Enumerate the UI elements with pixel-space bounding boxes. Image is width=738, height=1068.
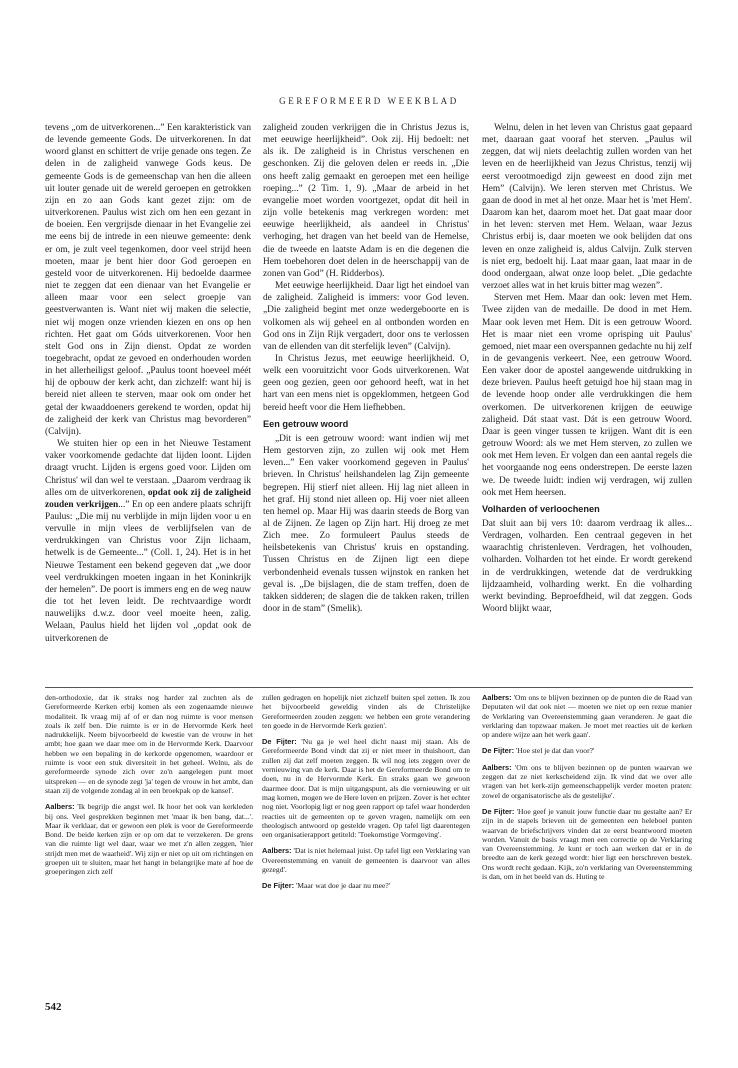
paragraph-text: We stuiten hier op een in het Nieuwe Testament vaker voorkomende gedachte dat lijden loont. Lijden draagt vrucht. Lijden is ergens goed voor. Lijden om Christus' wil dan wel te verstaan. „Daarom verdraag ik alles om de uitverkorenen, bbox=[45, 439, 251, 498]
interview-paragraph bbox=[262, 846, 470, 874]
interview-text: 'Ik begrijp die angst wel. Ik hoor het ook van kerkleden bij ons. Veel gesprekken beginnen met 'maar ik ben bang, dat...'. Maar ik verklaar, dat er gewoon een plek is voor de Gereformeerde Bond. De beide kerken zijn er op om dat te verzekeren. De grens van die ruimte ligt wel daar, waar we met z'n allen zeggen, 'hier strijdt men met de waarheid'. Wij zijn er niet op uit om richtingen en groepen uit te sluiten, maar het hangt in belangrijke mate af hoe de groeperingen zich zelf bbox=[45, 802, 253, 877]
interview-text: 'Maar wat doe je daar nu mee?' bbox=[294, 881, 391, 891]
interview-paragraph bbox=[45, 802, 253, 876]
paragraph: In Christus Jezus, met eeuwige heerlijkheid. O, welk een vooruitzicht voor Gods uitverkorenen. Wat geen oog gezien, geen oor gehoord heeft, wat in het hart van een mens niet is opgeklommen, hetgeen God bereid heeft voor die Hem liefhebben. bbox=[263, 353, 469, 413]
interview-paragraph bbox=[262, 881, 470, 890]
interview-paragraph: den-orthodoxie, dat ik straks nog harder zal zuchten als de Gereformeerde Kerken erbij komen als een zogenaamde nieuwe modaliteit. Ik vraag mij af of er dan nog ruimte is voor mensen zoals ik zelf ben. Die ruimte is er in de Hervormde Kerk heel nadrukkelijk. Neem bijvoorbeeld de kwestie van de vrouw in het ambt; hoe gaan we daar mee om in de Hervormde Kerk. Daarvoor hebben we een bepaling in de kerkorde opgenomen, waardoor er ruimte is voor een stuk diversiteit in het geheel. Welnu, als de gereformeerde synode zich over zo'n aangelegen punt moet uitspreken — en de synode zegt 'ja' tegen de vrouw in het ambt, dan staan zij de volgende zondag al in een broekpak op de kansel'. bbox=[45, 693, 253, 795]
speaker-name: Aalbers: bbox=[482, 762, 512, 772]
interview-text: 'Hoe stel je dat dan voor?' bbox=[514, 746, 595, 756]
interview-paragraph bbox=[482, 693, 692, 739]
interview-text: 'Om ons te blijven bezinnen op de punten waarvan we zeggen dat ze niet kerkscheidend zijn. Ik vind dat we over alle vragen van het kerk-zijn gemeenschappelijk verder moeten praten: zowel de organisatorische als de gestelijke'. bbox=[482, 762, 692, 800]
section-divider bbox=[45, 687, 693, 688]
interview-text: 'Hoe geef je vanuit jouw functie daar nu gestalte aan? Er zijn in de stapels brieven uit de gemeenten een heleboel punten waarvan de briefschrijvers vinden dat ze eerst beantwoord moeten worden. Vanuit de basis vraagt men een correctie op de Verklaring van Overeenstemming. Je kunt er toch aan werken dat er in de breedte aan de kerk gezegd wordt: hier ligt een herschreven bestek. Ons wordt recht gedaan. Kijk, zo'n verklaring van Overeenstemming is dan, om in het beeld van ds. Huting te bbox=[482, 806, 692, 882]
interview-text: 'Dat is niet helemaal juist. Op tafel ligt een Verklaring van Overeenstemming en vanuit de gemeenten is daarvoor van alles gezegd'. bbox=[262, 846, 470, 875]
paragraph: Welnu, delen in het leven van Christus gaat gepaard met, daaraan gaat vooraf het sterven. „Paulus wil zeggen, dat wij niets deelachtig zullen worden van het leven en de heerlijkheid van Jezus Christus, tenzij wij eerst verootmoedigd zijn geweest en dood zijn met Hem” (Calvijn). We leren sterven met Christus. We gaan de dood in met al het onze. Maar het is 'met Hem'. Daarom kan het, daarom moet het. Dat gaat maar door in het leven: sterven met Hem. Welaan, waar Jezus Christus erbij is, daar moeten we ook belijden dat ons leven en onze zaligheid is, aldus Calvijn. Zulk sterven is niet erg, bedoelt hij. Laat maar gaan, laat maar in de dood ondergaan, alwat onze loop belet. „Die gedachte verzoet alles wat in het kruis bitter mag wezen”. bbox=[482, 123, 692, 292]
section-heading: Volharden of verloochenen bbox=[482, 503, 600, 514]
interview-column-3 bbox=[482, 693, 692, 993]
paragraph-text: ...” En op een andere plaats schrijft Paulus: „Die mij nu verblijde in mijn lijden voor u en vervulle in mijn vlees de verblijfselen van de verdrukkingen van Christus voor Zijn lichaam, hetwelk is de Gemeente...” (Coll. 1, 24). Het is in het Nieuwe Testament een bekend gegeven dat „we door veel verdrukkingen moeten ingaan in het Koninkrijk der hemelen”. De poort is immers eng en de weg nauw die tot het leven leidt. De rechtvaardige wordt nauwelijks d.w.z. door veel moeite heen, zalig. Welaan, Paulus hield het lijden vol „opdat ook de uitverkorenen de bbox=[45, 499, 251, 644]
interview-column-1 bbox=[45, 693, 253, 993]
column-1 bbox=[45, 122, 251, 682]
interview-paragraph: zullen gedragen en hopelijk niet zichzelf buiten spel zetten. Ik zou het bijvoorbeeld geweldig vinden als de Christelijke Gereformeerden zouden zeggen: we hebben een grote verandering ten goede in de Hervormde Kerk gezien'. bbox=[262, 693, 470, 730]
interview-column-2 bbox=[262, 693, 470, 993]
paragraph: „Dit is een getrouw woord: want indien wij met Hem gestorven zijn, zo zullen wij ook met Hem leven...” Een vaker voorkomend gegeven in Paulus' brieven. In Christus' heilshandelen lag Zijn gemeente begrepen. Hij stierf niet alleen. Hij lag niet alleen in het graf. Hij stond niet alleen op. Hij voer niet alleen ten hemel op. Maar Hij was daarin steeds de Borg van al de Zijnen. Ze lagen op Zijn hart. Hij droeg ze met Zich mee. Zo formuleert Paulus steeds de heilsbetekenis van Christus' kruis en opstanding. Tussen Christus en de Zijnen ligt een diepe verbondenheid evenals tussen wijnstok en ranken het geval is. „De bijslagen, die de stam treffen, doen de takken sidderen; de slagen die de takken raken, trillen door in de stam” (Smelik). bbox=[263, 433, 469, 615]
speaker-name: Aalbers: bbox=[45, 802, 75, 812]
interview-paragraph bbox=[482, 746, 692, 755]
emphasis: opdat ook zij de zaligheid zouden verkrijgen bbox=[45, 487, 251, 510]
page-number: 542 bbox=[45, 1001, 62, 1013]
speaker-name: De Fijter: bbox=[262, 737, 297, 747]
interview-paragraph bbox=[482, 763, 692, 800]
paragraph: Sterven met Hem. Maar dan ook: leven met Hem. Twee zijden van de medaille. De dood in met Hem. Maar ook leven met Hem. Dit is een getrouw Woord. Het is maar niet een vrome oprisping uit Paulus' gemoed, niet maar een overspannen gedachte nu hij zelf in de gevangenis verkeert. Nee, een getrouw Woord. Een vaker door de apostel aangewende uitdrukking in deze brieven. Paulus heeft getuigd hoe hij staan mag in de levende hoop onder alle verdrukkingen die hem overkomen. De uitverkorenen krijgen de eeuwige zaligheid. Dát staat vast. Dát is een getrouw Woord. Daar is geen vinger tussen te krijgen. Want dit is een getrouw Woord: als we met Hem sterven, zo zullen we ook met Hem leven. Er volgen dan een aantal regels die het voorgaande nog eens onderstrepen. De eerste lazen we. De tweede luidt: indien wij verdragen, wij zullen ook met Hem heersen. bbox=[482, 293, 692, 498]
speaker-name: De Fijter: bbox=[482, 746, 515, 756]
speaker-name: De Fijter: bbox=[262, 881, 295, 891]
interview-text: 'Nu ga je wel heel dicht naast mij staan. Als de Gereformeerde Bond vindt dat zij er niet meer in thuishoort, dan zullen zij dat zelf moeten zeggen. Ik wil nog iets zeggen over de vernieuwing van de kerk. Daar is het de Gereformeerde Bond om te doen, nu in de Hervormde Kerk. En straks gaan we gewoon daarmee door. Dat is mijn uitgangspunt, als die vernieuwing er uit mag komen, mogen we de Here loven en prijzen. Zover is het echter nog niet. Voorlopig ligt er nog geen rapport op tafel waar honderden reacties uit de gemeenten op te geven vragen, namelijk om een theologisch antwoord op gestelde vragen. Op tafel ligt daarentegen een organisatierapport getiteld: 'Toekomstige Vormgeving'. bbox=[262, 737, 470, 840]
paragraph: Met eeuwige heerlijkheid. Daar ligt het eindoel van de zaligheid. Zaligheid is immers: voor God leven. „Die zaligheid begint met onze wedergeboorte en is volkomen als wij geheel en al ontbonden worden en God ons in Zijn Rijk vergadert, door ons te verlossen van de ellenden van dit sterfelijk leven” (Calvijn). bbox=[263, 281, 469, 352]
interview-text: 'Om ons te blijven bezinnen op de punten die de Raad van Deputaten wil dat ook niet — moeten we niet op een rezue manier de Verklaring van Overeenstemming gaan veranderen. Je gaat die verklaring dan topzwaar maken. Je moet met reacties uit de kerken op andere wijze aan het werk gaan'. bbox=[482, 693, 692, 740]
paragraph bbox=[45, 438, 251, 645]
paragraph: zaligheid zouden verkrijgen die in Christus Jezus is, met eeuwige heerlijkheid”. Ook zij. Hij bedoelt: net als ik. De zaligheid is in Christus verschenen en geschonken. Zij die geloven delen er reeds in. „Die ons heeft zalig gemaakt en geroepen met een heilige roeping...” (2 Tim. 1, 9). „Maar de arbeid in het evangelie moet worden voortgezet, opdat dit heil in zijn volle betekenis mag verkregen worden: met eeuwige heerlijkheid, als aandeel in Christus' verhoging, het dragen van het beeld van de Hemelse, die de tweede en laatste Adam is en die degenen die Hem toebehoren doet delen in de heerschappij van de zonen van God” (H. Ridderbos). bbox=[263, 123, 469, 279]
paragraph: Dat sluit aan bij vers 10: daarom verdraag ik alles... Verdragen, volharden. Een centraal gegeven in het waarachtig christenleven. Verdragen, het volhouden, volharden. Volharden tot het einde. Er wordt gerekend in de verdrukkingen, wetende dat de verdrukking lijdzaamheid, volharding werkt. En die volharding werkt bevinding. Beproefdheid, wil dat zeggen. Gods Woord blijkt waar, bbox=[482, 519, 692, 615]
speaker-name: Aalbers: bbox=[482, 693, 512, 702]
speaker-name: De Fijter: bbox=[482, 806, 515, 816]
section-heading: Een getrouw woord bbox=[263, 418, 349, 429]
interview-paragraph bbox=[482, 807, 692, 881]
column-3 bbox=[482, 122, 692, 682]
speaker-name: Aalbers: bbox=[262, 846, 292, 856]
running-header: GEREFORMEERD WEEKBLAD bbox=[279, 96, 459, 106]
paragraph: tevens „om de uitverkorenen...” Een karakteristick van de levende gemeente Gods. De uitverkorenen. In dat woord glanst en schittert de vrije genade ons tegen. Ze delen in de zaligheid vanwege Gods keus. De gemeente Gods is de gemeenschap van hen die alleen uit louter genade uit de wereld geroepen en getrokken zijn en zo aan Gods kant gezet zijn: om de uitverkorenen. Paulus wist zich om hen een gezant in de boeien. Een vergrijsde dienaar in het Evangelie zei me eens bij de intrede in een nieuwe gemeente: denk er om, je zult veel tegenkomen, door veel strijd heen moeten, maar je bent hier door God geroepen en gesteld voor de uitverkorenen. Hij bedoelde daarmee niet te zeggen dat een dienaar van het Evangelie er alleen maar voor een select groepje van geestverwanten is. Want niet wij maken die selectie, niet wij mogen onze vrienden kiezen en ons op hen richten. Het gaat om Góds uitverkorenen. Voor hen stelt God ons in Zijn dienst. Opdat ze worden toegebracht, opdat ze gevoed en onderhouden worden in het allerheiligst geloof. „Paulus toont hoeveel méét hij de opbouw der kerk acht, dan zichzelf: want hij is bereid niet alleen te sterven, maar ook om onder het getal der kwaaddoeners gerekend te worden, opdat hij de zaligheid der kerk van Christus mag bevorderen” (Calvijn). bbox=[45, 123, 251, 437]
interview-paragraph bbox=[262, 737, 470, 839]
column-2 bbox=[263, 122, 469, 682]
